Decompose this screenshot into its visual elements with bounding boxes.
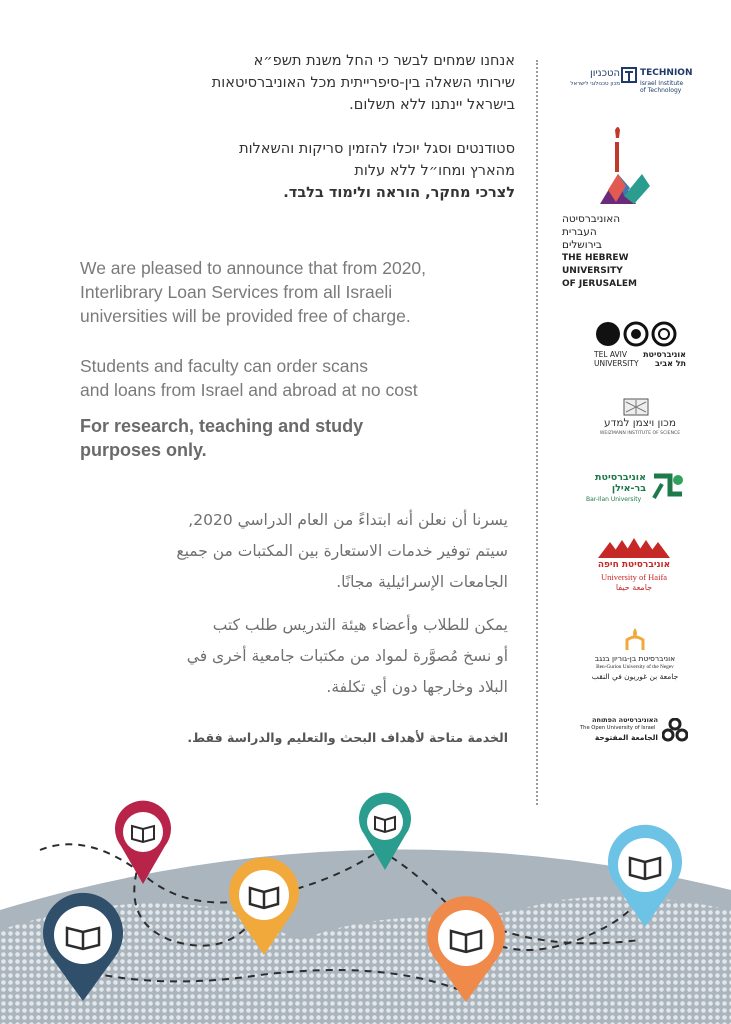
english-line: Students and faculty can order scans [80,356,368,376]
technion-sub1: Israel Institute [640,80,684,87]
hebrew-paragraph-2 [90,138,515,204]
haifa-logo [562,536,722,598]
open-university-arabic: الجامعة المفتوحة [594,733,658,742]
arabic-paragraph-2 [70,610,508,703]
ben-gurion-english: Ben-Gurion University of the Negev [596,664,674,670]
weizmann-english: WEIZMANN INSTITUTE OF SCIENCE [599,431,681,436]
arabic-emphasis-line: الخدمة متاحة لأهداف البحث والتعليم والدراسة فقط. [187,730,508,745]
tel-aviv-emblem-icon [594,320,684,348]
hebrew-university-logo [562,124,722,294]
hebrew-university-line: UNIVERSITY [562,266,623,276]
english-paragraph-1 [80,256,500,328]
arabic-paragraph-1 [70,505,508,598]
bar-ilan-emblem-icon [650,470,686,502]
hebrew-line: בישראל יינתנו ללא תשלום. [349,97,515,113]
technion-name: TECHNION [640,68,693,78]
hebrew-line: שירותי השאלה בין-סיפרייתית מכל האוניברסיטאות [211,75,515,91]
arabic-emphasis [70,722,508,753]
hebrew-paragraph-1 [90,50,515,116]
open-university-english: The Open University of Israel [580,725,656,731]
english-line: and loans from Israel and abroad at no cost [80,380,418,400]
open-university-hebrew: האוניברסיטה הפתוחה [592,716,658,724]
english-paragraph-2 [80,354,500,402]
technion-sub2: of Technology [640,87,682,94]
weizmann-hebrew: מכון ויצמן למדע [604,417,676,429]
ben-gurion-hebrew: אוניברסיטת בן-גוריון בנגב [594,654,676,663]
tel-aviv-logo [562,320,722,372]
haifa-emblem-icon [598,536,672,558]
globe-illustration [0,790,731,1024]
technion-hebrew: הטכניון [590,68,620,79]
english-emphasis-line: For research, teaching and study [80,416,364,436]
arabic-line: سيتم توفير خدمات الاستعارة بين المكتبات من جميع [176,542,508,560]
weizmann-logo [562,398,722,440]
bar-ilan-hebrew1: אוניברסיטת [595,472,646,483]
hebrew-university-line: OF JERUSALEM [562,279,637,289]
english-emphasis-line: purposes only. [80,440,207,460]
technion-logo [562,62,722,104]
technion-hebrew-sub: מכון טכנולוגי לישראל [570,81,620,87]
english-line: Interlibrary Loan Services from all Israeli [80,282,393,302]
arabic-line: البلاد وخارجها دون أي تكلفة. [326,678,508,696]
arabic-line: يسرنا أن نعلن أنه ابتداءً من العام الدراسي 2020, [188,511,508,529]
bar-ilan-hebrew2: בר-אילן [611,483,646,494]
tel-aviv-english [594,350,639,368]
tel-aviv-en2: UNIVERSITY [594,359,639,368]
hebrew-university-text [562,213,672,291]
hebrew-university-line: העברית [562,226,597,238]
tel-aviv-he2: תל אביב [654,359,686,368]
hebrew-line: סטודנטים וסגל יוכלו להזמין סריקות והשאלות [239,141,515,157]
hebrew-emphasis: לצרכי מחקר, הוראה ולימוד בלבד. [283,185,515,201]
weizmann-emblem-icon [623,398,649,416]
english-emphasis [80,414,500,462]
arabic-line: الجامعات الإسرائيلية مجانًا. [336,573,508,591]
bar-ilan-english: Bar-Ilan University [586,496,642,503]
english-line: We are pleased to announce that from 2020, [80,258,427,278]
hebrew-university-line: האוניברסיטה [562,213,621,225]
haifa-hebrew: אוניברסיטת חיפה [597,560,671,570]
open-university-emblem-icon [662,718,688,742]
arabic-line: يمكن للطلاب وأعضاء هيئة التدريس طلب كتب [212,616,508,634]
ben-gurion-logo [562,626,722,686]
english-line: universities will be provided free of charge. [80,306,411,326]
tel-aviv-hebrew [638,350,686,368]
tel-aviv-he1: אוניברסיטת [643,350,686,359]
ben-gurion-arabic: جامعة بن غوريون في النقب [591,672,679,681]
open-university-logo [562,712,722,752]
vertical-divider [536,60,538,805]
hebrew-line: אנחנו שמחים לבשר כי החל משנת תשפ״א [253,53,515,69]
bar-ilan-hebrew [584,472,646,494]
ben-gurion-emblem-icon [624,626,646,652]
arabic-line: أو نسخ مُصوَّرة لمواد من مكتبات جامعية أخرى في [186,647,508,665]
hebrew-university-emblem-icon [598,124,658,209]
bar-ilan-logo [562,470,722,512]
hebrew-university-line: בירושלים [562,239,602,251]
tel-aviv-en1: TEL AVIV [594,350,628,359]
haifa-arabic: جامعة حيفا [615,583,653,592]
hebrew-university-line: THE HEBREW [562,253,629,263]
haifa-english: University of Haifa [600,572,668,582]
hebrew-line: מהארץ ומחו״ל ללא עלות [354,163,515,179]
